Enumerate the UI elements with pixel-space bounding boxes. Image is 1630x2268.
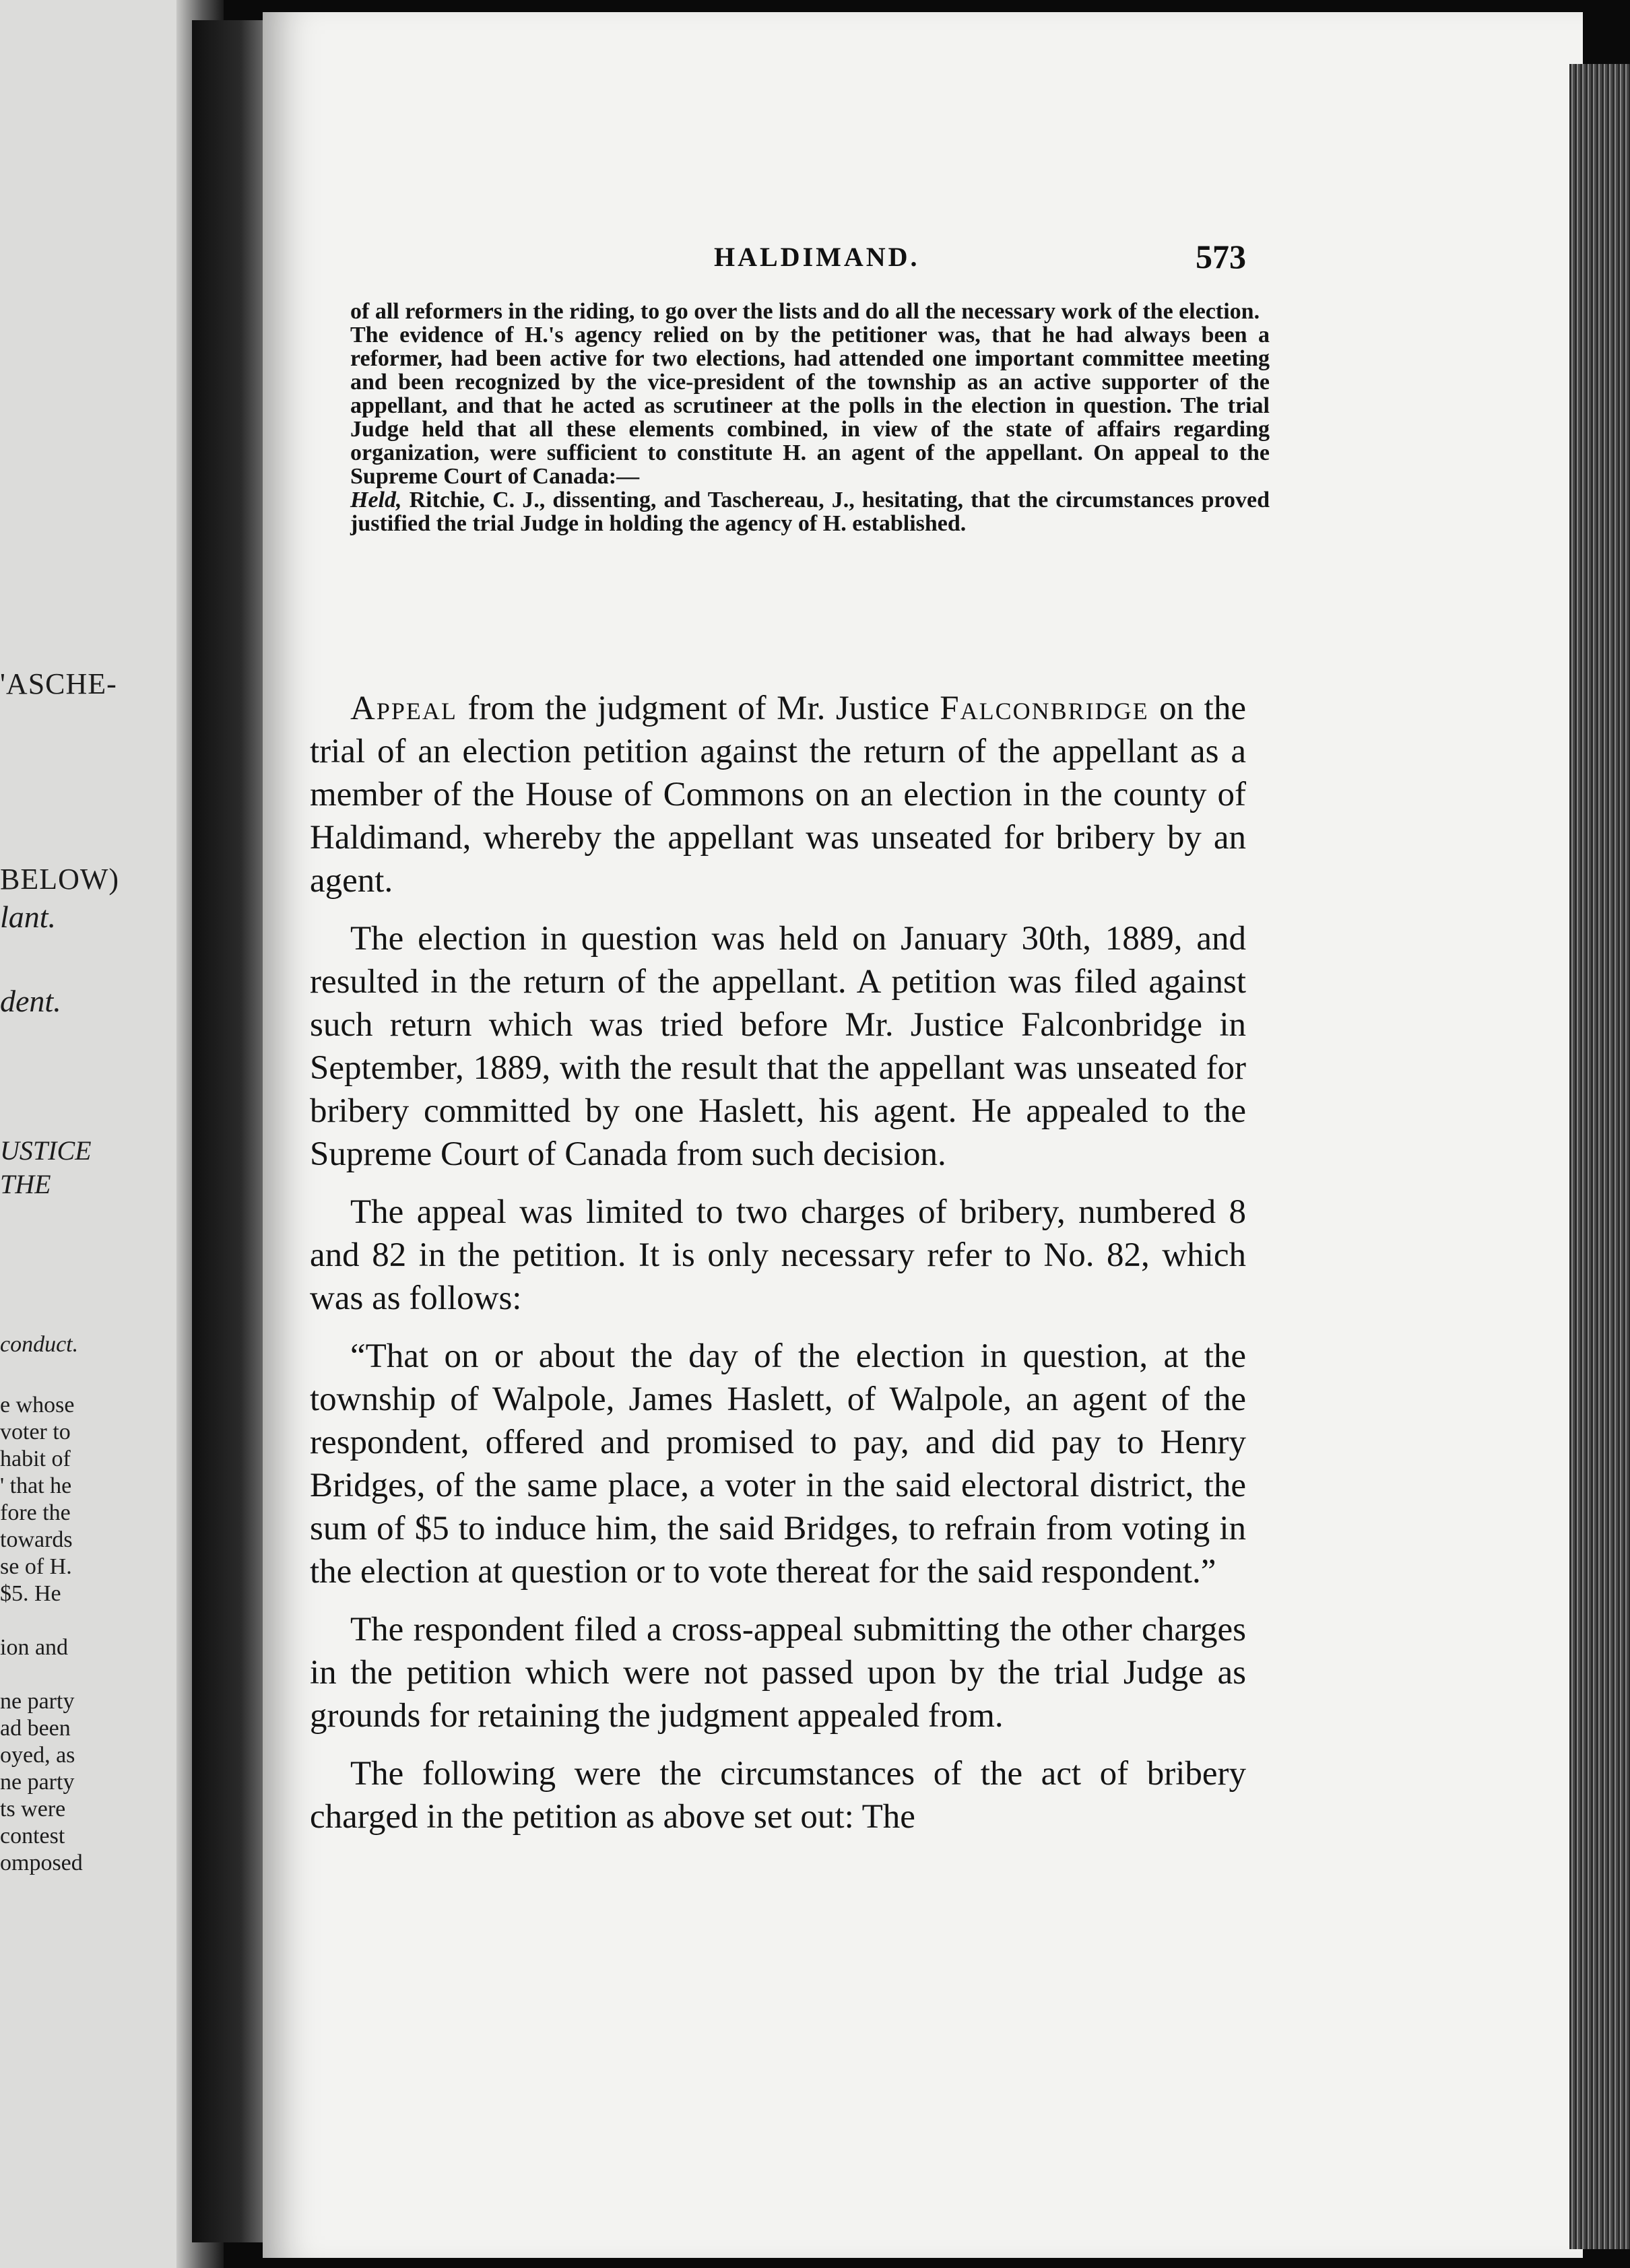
headnote-paragraph: The evidence of H.'s agency relied on by the petitioner was, that he had always been a reformer, had been active for two elections, had attended one important committee meeting and been recognized by the vice-president of the township as an active supporter of the appellant, and that he acted as scrutineer at the polls in the election in question. The trial Judge held that all these elements combined, in view of the state of affairs regarding organization, were sufficient to constitute H. an agent of the appellant. On appeal to the Supreme Court of Canada:— <box>350 323 1270 489</box>
appeal-lead: Appeal <box>350 690 457 727</box>
left-page-fragment: THE <box>0 1169 51 1199</box>
body-text <box>310 687 1246 1838</box>
headnote-held-paragraph <box>350 488 1270 535</box>
left-page-fragment: USTICE <box>0 1135 92 1166</box>
left-page-fragment: $5. He <box>0 1581 61 1606</box>
body-paragraph: The respondent filed a cross-appeal submitting the other charges in the petition which were not passed upon by the trial Judge as grounds for retaining the judgment appealed from. <box>310 1611 1246 1735</box>
left-page-fragment: ad been <box>0 1716 71 1741</box>
left-page-fragment: 'ASCHE- <box>0 667 117 700</box>
left-page-fragment: BELOW) <box>0 863 120 896</box>
left-page-fragment: dent. <box>0 984 61 1018</box>
page-edges <box>1569 64 1630 2249</box>
body-paragraph-appeal <box>310 687 1246 902</box>
left-page-fragment: se of H. <box>0 1554 72 1579</box>
left-page-fragment: contest <box>0 1824 65 1848</box>
left-page-fragment: fore the <box>0 1500 71 1525</box>
left-page-fragment: lant. <box>0 900 57 934</box>
left-page-fragment: ne party <box>0 1689 75 1714</box>
appeal-text-a: from the judgment of Mr. Justice <box>457 690 940 727</box>
judge-name: Falconbridge <box>940 690 1149 727</box>
left-page-fragment: towards <box>0 1527 73 1552</box>
left-page-fragment: ts were <box>0 1797 66 1822</box>
left-page-fragment: omposed <box>0 1850 83 1875</box>
headnote <box>350 300 1270 535</box>
body-paragraph: The election in question was held on January 30th, 1889, and resulted in the return of the appellant. A petition was filed against such return which was tried before Mr. Justice Falconbridge in September, 1889, with the result that the appellant was unseated for bribery committed by one Haslett, his agent. He appealed to the Supreme Court of Canada from such decision. <box>310 920 1246 1173</box>
left-page-fragment: ' that he <box>0 1473 72 1498</box>
body-paragraph: The following were the circumstances of the act of bribery charged in the petition as above set out: The <box>310 1755 1246 1836</box>
appeal-text-b: on the trial of an election petition against the return of the appellant as a member of the House of Commons on an election in the county of Haldimand, whereby the appellant was unseated for bribery by an agent. <box>310 690 1246 900</box>
binding-gutter <box>192 20 273 2242</box>
left-page-fragment: voter to <box>0 1420 71 1444</box>
held-text: Ritchie, C. J., dissenting, and Taschereau, J., hesitating, that the circumstances proved justified the trial Judge in holding the agency of H. established. <box>350 488 1270 536</box>
headnote-paragraph: of all reformers in the riding, to go over the lists and do all the necessary work of the election. <box>350 299 1260 324</box>
left-page-fragment: ion and <box>0 1635 69 1660</box>
left-page-fragment: oyed, as <box>0 1743 75 1768</box>
quoted-charge: “That on or about the day of the election in question, at the township of Walpole, James Haslett, of Walpole, an agent of the respondent, offered and promised to pay, and did pay to Henry Bridges, of the same place, a voter in the said electoral district, the sum of $5 to induce him, the said Bridges, to refrain from voting in the election at question or to vote thereat for the said respondent.” <box>310 1337 1246 1591</box>
left-facing-page <box>0 0 195 2268</box>
running-head: HALDIMAND. <box>714 242 920 272</box>
page-number: 573 <box>1196 238 1246 275</box>
left-page-fragment: habit of <box>0 1446 71 1471</box>
body-paragraph: The appeal was limited to two charges of bribery, numbered 8 and 82 in the petition. It is only necessary refer to No. 82, which was as follows: <box>310 1193 1246 1317</box>
left-page-fragment: e whose <box>0 1393 75 1418</box>
held-label: Held, <box>350 488 402 512</box>
left-page-fragment: conduct. <box>0 1332 79 1357</box>
left-page-fragment: ne party <box>0 1770 75 1795</box>
